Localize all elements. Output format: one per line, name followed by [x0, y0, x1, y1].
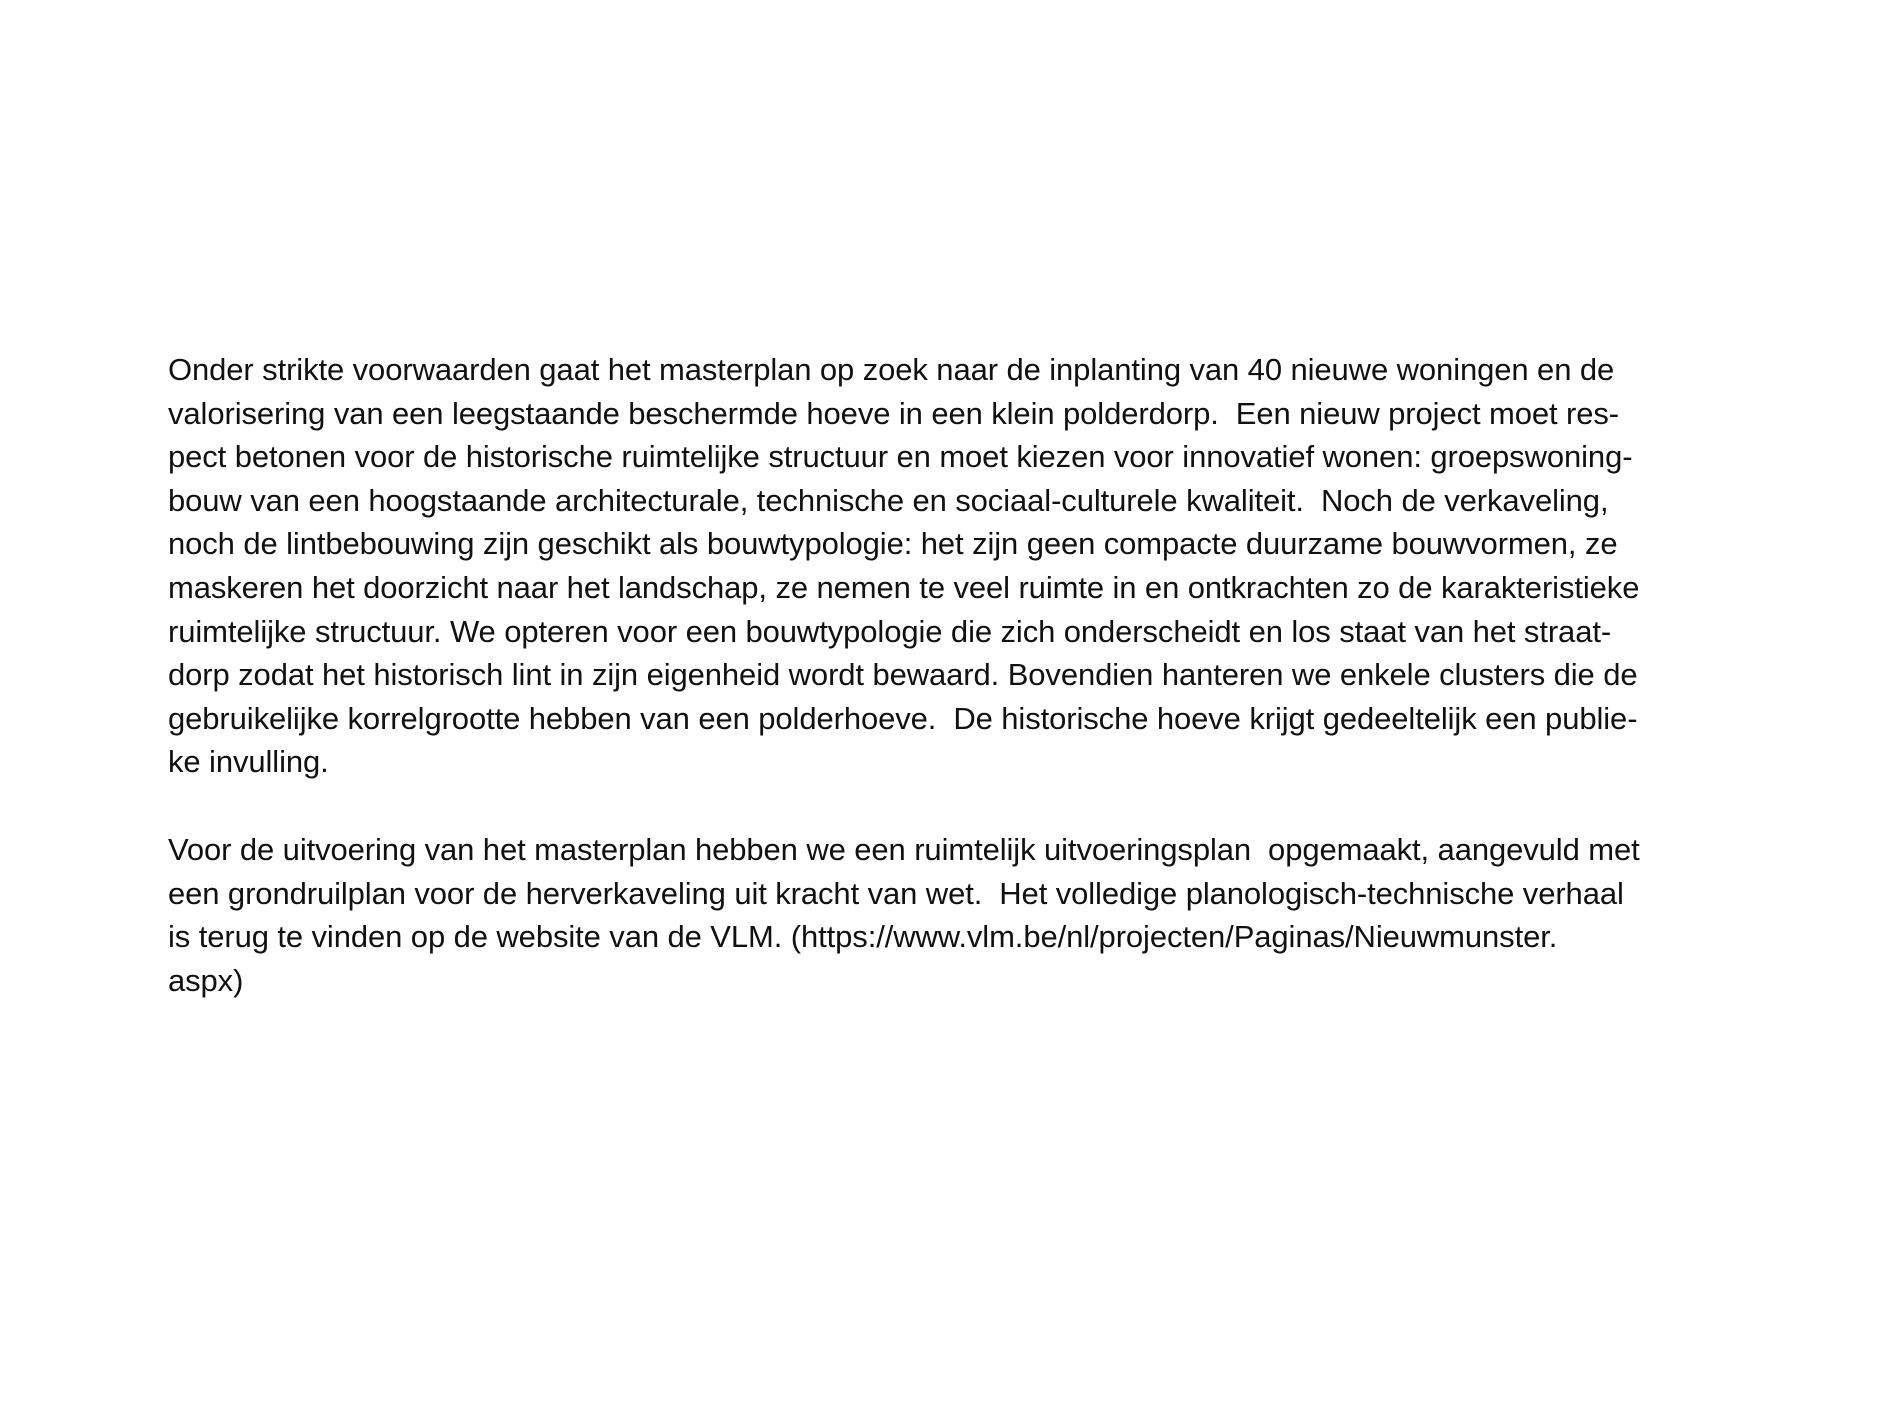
text-line: is terug te vinden op de website van de VLM. (https://www.vlm.be/nl/projecten/Paginas/Nieuwmunster.	[168, 919, 1558, 955]
text-line: gebruikelijke korrelgrootte hebben van een polderhoeve. De historische hoeve krijgt gedeeltelijk een publie-	[168, 700, 1638, 736]
text-line: dorp zodat het historisch lint in zijn eigenheid wordt bewaard. Bovendien hanteren we enkele clusters die de	[168, 657, 1638, 693]
text-line: aspx)	[168, 962, 244, 998]
text-line: ke invulling.	[168, 744, 329, 780]
body-text	[168, 348, 1748, 1002]
text-line: noch de lintbebouwing zijn geschikt als bouwtypologie: het zijn geen compacte duurzame bouwvormen, ze	[168, 526, 1618, 562]
text-line: Voor de uitvoering van het masterplan hebben we een ruimtelijk uitvoeringsplan opgemaakt, aangevuld met	[168, 831, 1640, 867]
text-line: pect betonen voor de historische ruimtelijke structuur en moet kiezen voor innovatief wonen: groepswoning-	[168, 439, 1633, 475]
text-line: Onder strikte voorwaarden gaat het masterplan op zoek naar de inplanting van 40 nieuwe woningen en de	[168, 352, 1615, 387]
paragraph-implementation	[168, 828, 1748, 1002]
text-line: valorisering van een leegstaande beschermde hoeve in een klein polderdorp. Een nieuw project moet res-	[168, 395, 1620, 431]
text-line: maskeren het doorzicht naar het landschap, ze nemen te veel ruimte in en ontkrachten zo de karakteristieke	[168, 569, 1640, 605]
text-line: een grondruilplan voor de herverkaveling uit kracht van wet. Het volledige planologisch-technische verhaal	[168, 875, 1624, 911]
text-line: bouw van een hoogstaande architecturale, technische en sociaal-culturele kwaliteit. Noch de verkaveling,	[168, 482, 1609, 518]
paragraph-masterplan-intro	[168, 348, 1748, 784]
text-line: ruimtelijke structuur. We opteren voor een bouwtypologie die zich onderscheidt en los staat van het straat-	[168, 613, 1612, 649]
